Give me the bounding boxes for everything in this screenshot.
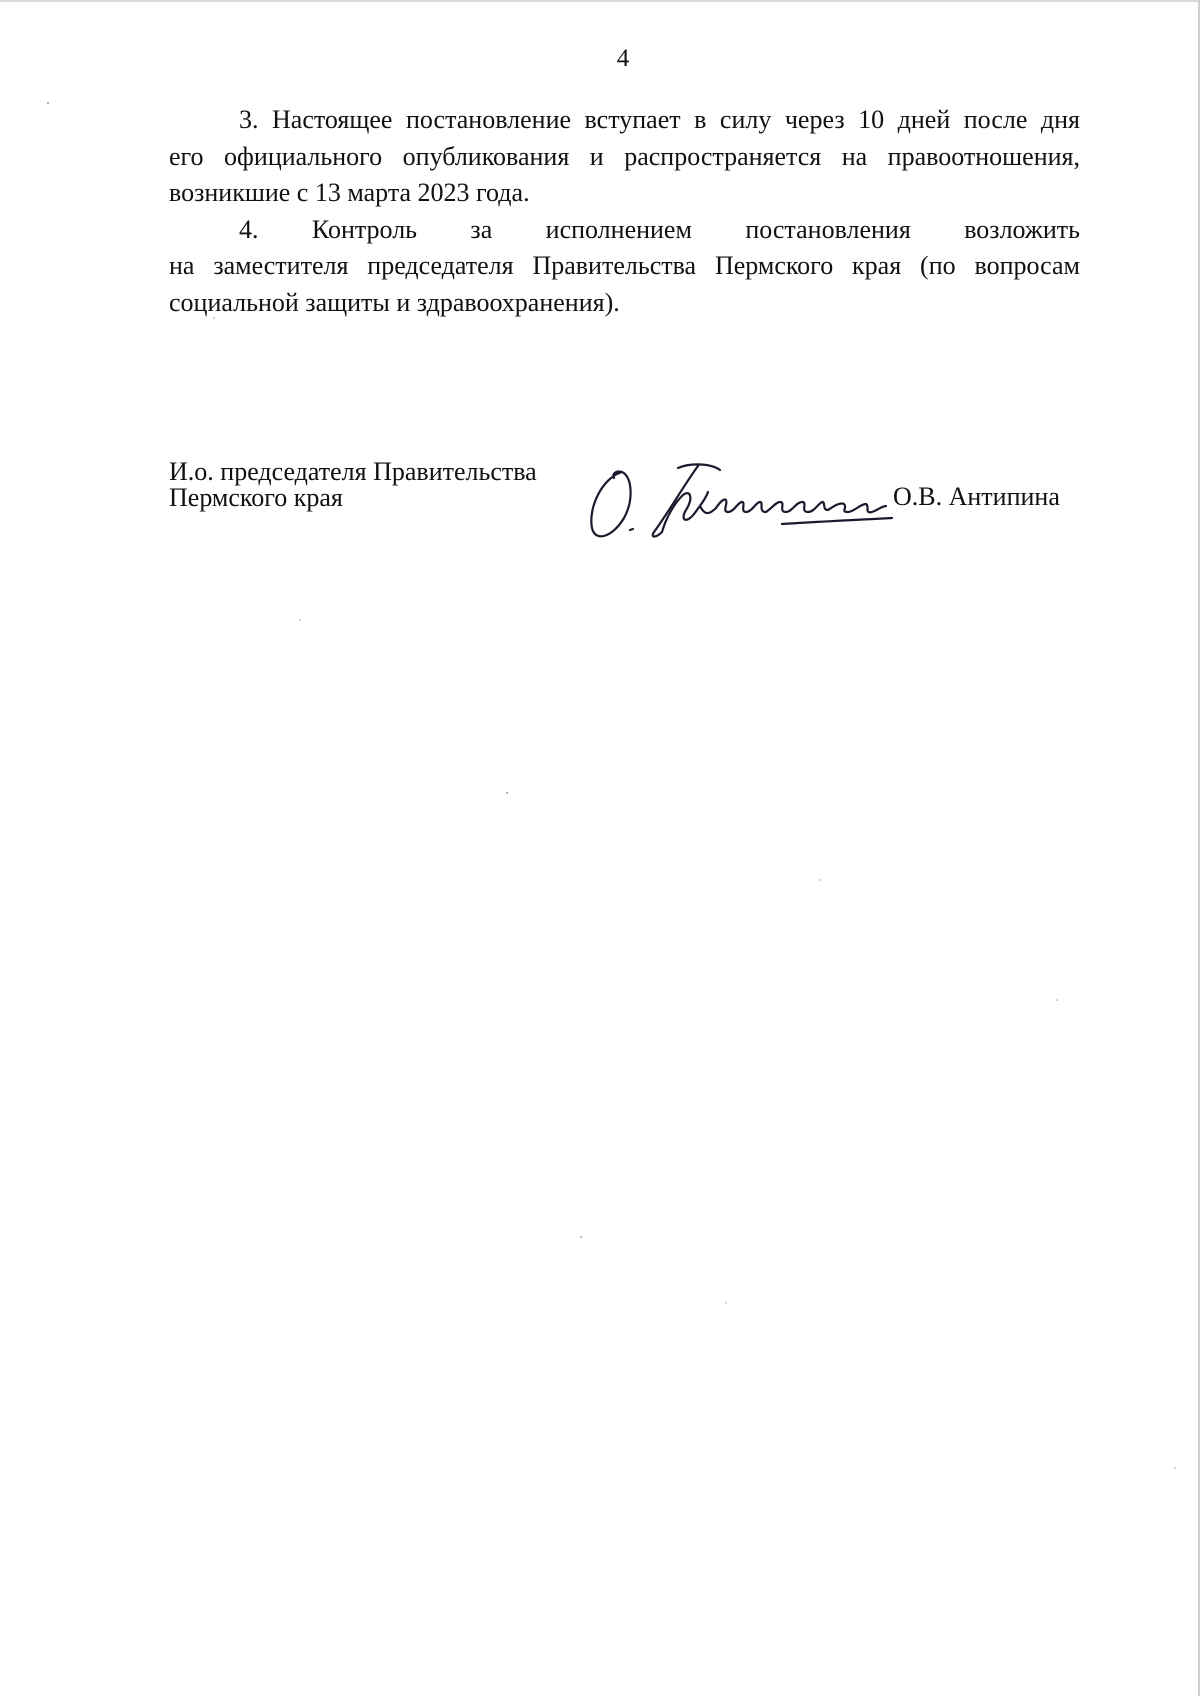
- signatory-position-line-1: И.о. председателя Правительства: [169, 457, 537, 486]
- signatory-position-line-2: Пермского края: [169, 483, 343, 512]
- paragraph-3: [169, 102, 1080, 212]
- paragraph-4: [169, 212, 1080, 322]
- paragraph-4-first-line: 4. Контроль за исполнением постановления возложить: [239, 214, 1080, 244]
- paragraph-4-rest: на заместителя председателя Правительства Пермского края (по вопросам социальной защиты и здравоохранения).: [169, 251, 1080, 317]
- page-number: 4: [616, 45, 630, 72]
- handwritten-signature: [582, 458, 912, 544]
- body-text: [169, 102, 1080, 321]
- scan-edge-top: [0, 0, 1200, 2]
- paragraph-3-rest: его официального опубликования и распространяется на правоотношения, возникшие с 13 марта 2023 года.: [169, 141, 1080, 207]
- signer-name: О.В. Антипина: [893, 482, 1060, 511]
- signatory-position: [169, 459, 537, 511]
- paragraph-3-first-line: 3. Настоящее постановление вступает в силу через 10 дней после дня: [239, 105, 1080, 134]
